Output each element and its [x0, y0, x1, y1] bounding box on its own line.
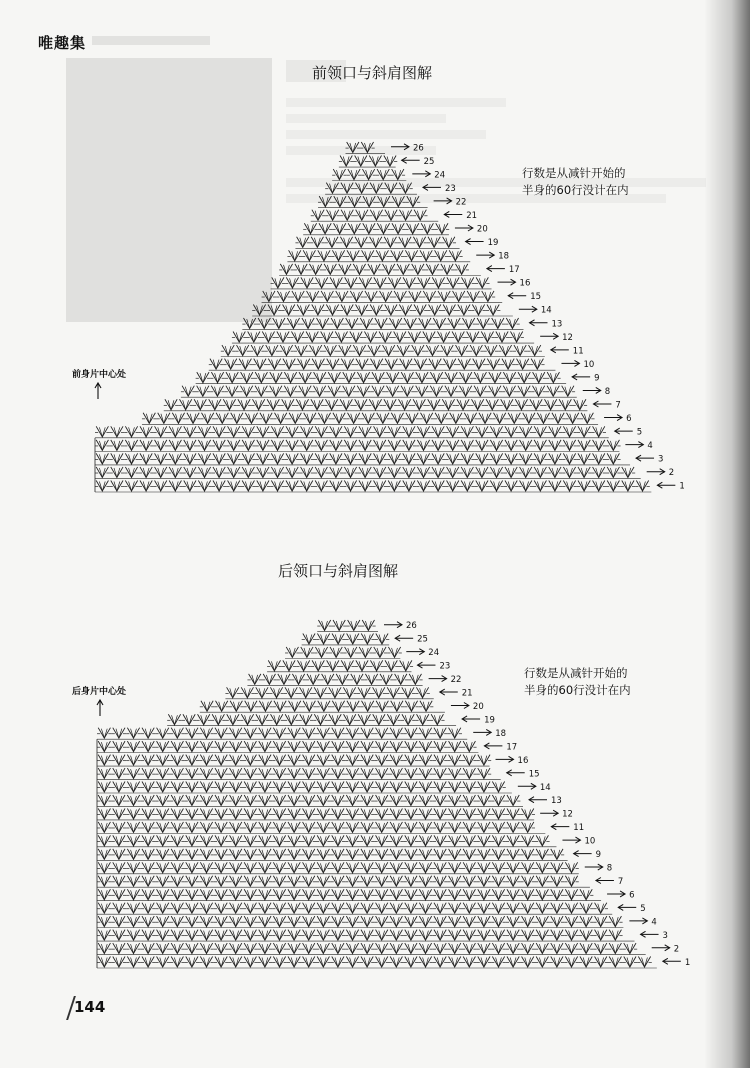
row-number-label: 25 [417, 634, 428, 645]
magazine-brand: 唯趣集 [38, 34, 87, 52]
chart-row [302, 633, 390, 644]
row-marker [417, 662, 450, 672]
row-number-label: 4 [647, 441, 653, 452]
chart-row [317, 620, 378, 631]
row-marker [618, 904, 645, 914]
front-center-label: 前身片中心处 [72, 370, 127, 380]
row-marker [455, 225, 488, 235]
row-number-label: 17 [506, 742, 518, 753]
row-marker [615, 428, 642, 438]
row-number-label: 2 [668, 468, 675, 479]
row-number-label: 4 [651, 917, 657, 928]
row-number-label: 5 [636, 427, 643, 438]
row-number-label: 3 [658, 454, 664, 465]
chart-row [97, 782, 512, 793]
row-number-label: 6 [629, 890, 635, 901]
chart-row [97, 808, 535, 819]
chart-row [339, 156, 397, 168]
row-marker [551, 823, 584, 833]
chart-row [332, 169, 406, 181]
chart-row [97, 755, 491, 766]
row-number-label: 23 [444, 183, 456, 194]
chart-row [97, 795, 523, 806]
row-number-label: 12 [562, 809, 573, 820]
row-number-label: 1 [679, 481, 685, 492]
row-marker [476, 252, 509, 262]
chart-row [209, 359, 556, 371]
row-number-label: 20 [476, 224, 488, 235]
row-number-label: 8 [606, 863, 613, 874]
row-marker [585, 864, 612, 874]
chart-row [285, 647, 402, 658]
chart-row [164, 399, 588, 411]
row-marker [429, 675, 462, 685]
chart-row [242, 318, 523, 330]
row-number-label: 14 [540, 305, 552, 316]
chart-row [262, 291, 503, 303]
row-number-label: 13 [551, 319, 563, 330]
row-number-label: 19 [487, 238, 499, 249]
row-marker [423, 184, 456, 194]
chart-row [279, 264, 481, 276]
row-marker [462, 715, 495, 725]
row-number-label: 9 [594, 373, 600, 384]
chart-row [325, 183, 417, 195]
row-marker [384, 621, 417, 631]
chart-row [225, 687, 433, 698]
row-marker [540, 810, 573, 820]
row-number-label: 1 [684, 957, 691, 968]
row-marker [402, 157, 435, 167]
chart-row [97, 862, 579, 873]
chart-row [142, 413, 598, 425]
chart-row [97, 930, 635, 941]
back-note-line-1: 行数是从减针开始的 [524, 666, 628, 680]
row-marker [596, 877, 623, 887]
row-marker [551, 346, 584, 356]
row-number-label: 7 [615, 400, 621, 411]
row-marker [391, 143, 424, 153]
row-number-label: 11 [573, 823, 585, 834]
row-marker [484, 742, 517, 752]
row-number-label: 16 [517, 755, 529, 766]
chart-row [97, 889, 601, 900]
back-center-label: 后身片中心处 [72, 687, 127, 697]
row-number-label: 2 [673, 944, 680, 955]
row-number-label: 22 [455, 197, 467, 208]
front-chart [95, 142, 685, 492]
row-number-label: 23 [439, 661, 451, 672]
row-number-label: 16 [519, 278, 531, 289]
chart-row [252, 304, 513, 316]
chart-row [200, 701, 445, 712]
chart-row [97, 835, 556, 846]
center-arrow-icon [95, 383, 101, 399]
back-diagram-title: 后领口与斜肩图解 [278, 562, 399, 580]
row-marker [561, 360, 594, 370]
chart-row [232, 332, 534, 344]
row-number-label: 6 [626, 414, 632, 425]
row-number-label: 5 [640, 903, 646, 914]
row-number-label: 19 [484, 715, 495, 726]
row-marker [498, 279, 531, 289]
chart-row [95, 480, 651, 492]
row-marker [412, 170, 445, 180]
row-marker [604, 414, 631, 424]
chart-row [311, 210, 439, 222]
chart-row [97, 822, 545, 833]
chart-row [97, 741, 478, 752]
row-marker [636, 455, 663, 465]
chart-row [318, 196, 428, 208]
chart-row [97, 876, 590, 887]
row-number-label: 8 [604, 386, 611, 397]
chart-row [97, 943, 646, 954]
row-number-label: 10 [583, 359, 595, 370]
row-number-label: 21 [461, 688, 473, 699]
row-number-label: 24 [428, 648, 440, 659]
row-marker [529, 796, 562, 806]
row-marker [444, 211, 477, 221]
chart-row [97, 903, 612, 914]
row-number-label: 15 [528, 769, 540, 780]
row-marker [663, 958, 690, 968]
row-marker [518, 783, 551, 793]
center-arrow-icon [97, 700, 103, 716]
row-marker [647, 468, 674, 478]
row-marker [473, 729, 506, 739]
row-number-label: 25 [423, 156, 435, 167]
row-marker [641, 931, 668, 941]
row-marker [487, 265, 520, 275]
row-number-label: 26 [406, 621, 417, 632]
row-number-label: 3 [662, 930, 668, 941]
row-marker [572, 373, 599, 383]
row-marker [530, 319, 563, 329]
row-marker [434, 197, 467, 207]
row-number-label: 24 [434, 170, 446, 181]
chart-row [95, 426, 609, 438]
chart-row [196, 372, 566, 384]
row-number-label: 18 [498, 251, 510, 262]
row-marker [574, 850, 601, 860]
row-number-label: 13 [551, 796, 562, 807]
row-marker [508, 292, 541, 302]
row-number-label: 11 [572, 346, 584, 357]
chart-row [97, 768, 501, 779]
row-marker [507, 769, 540, 779]
row-marker [625, 441, 652, 451]
row-number-label: 14 [539, 782, 551, 793]
row-marker [583, 387, 610, 397]
row-number-label: 17 [508, 265, 520, 276]
row-number-label: 15 [530, 292, 542, 303]
chart-row [271, 277, 492, 289]
row-marker [652, 944, 679, 954]
chart-row [295, 237, 459, 249]
row-marker [562, 837, 595, 847]
row-marker [629, 917, 656, 927]
row-marker [540, 333, 573, 343]
row-marker [607, 890, 634, 900]
row-number-label: 10 [584, 836, 596, 847]
back-note-line-2: 半身的60行没计在内 [524, 683, 631, 697]
row-number-label: 26 [413, 143, 424, 154]
row-number-label: 22 [450, 675, 462, 686]
row-number-label: 21 [466, 210, 478, 221]
chart-row [95, 440, 621, 452]
chart-row [97, 728, 467, 739]
row-number-label: 7 [617, 877, 624, 887]
chart-row [167, 714, 456, 725]
chart-row [95, 467, 641, 479]
row-marker [466, 238, 499, 248]
row-marker [519, 306, 552, 316]
row-marker [440, 689, 473, 699]
chart-row [95, 453, 630, 465]
chart-row [97, 916, 623, 927]
chart-row [181, 386, 577, 398]
chart-row [97, 957, 657, 968]
row-marker [593, 401, 620, 411]
back-chart [97, 620, 690, 968]
row-marker [496, 756, 529, 766]
row-marker [406, 648, 439, 658]
row-marker [451, 702, 484, 712]
row-number-label: 20 [472, 702, 484, 712]
chart-row [287, 250, 470, 262]
chart-row [303, 223, 449, 235]
chart-row [221, 345, 545, 357]
chart-row [346, 142, 385, 154]
row-number-label: 12 [562, 332, 573, 343]
front-note-line-1: 行数是从减针开始的 [522, 166, 626, 180]
row-number-label: 9 [595, 850, 602, 861]
chart-row [97, 849, 568, 860]
row-number-label: 18 [495, 728, 507, 739]
page-number: 144 [74, 998, 106, 1016]
row-marker [657, 482, 684, 492]
front-diagram-title: 前领口与斜肩图解 [312, 64, 433, 82]
chart-row [267, 660, 413, 671]
chart-row [247, 674, 422, 685]
front-note-line-2: 半身的60行没计在内 [522, 183, 629, 197]
row-marker [395, 635, 428, 645]
